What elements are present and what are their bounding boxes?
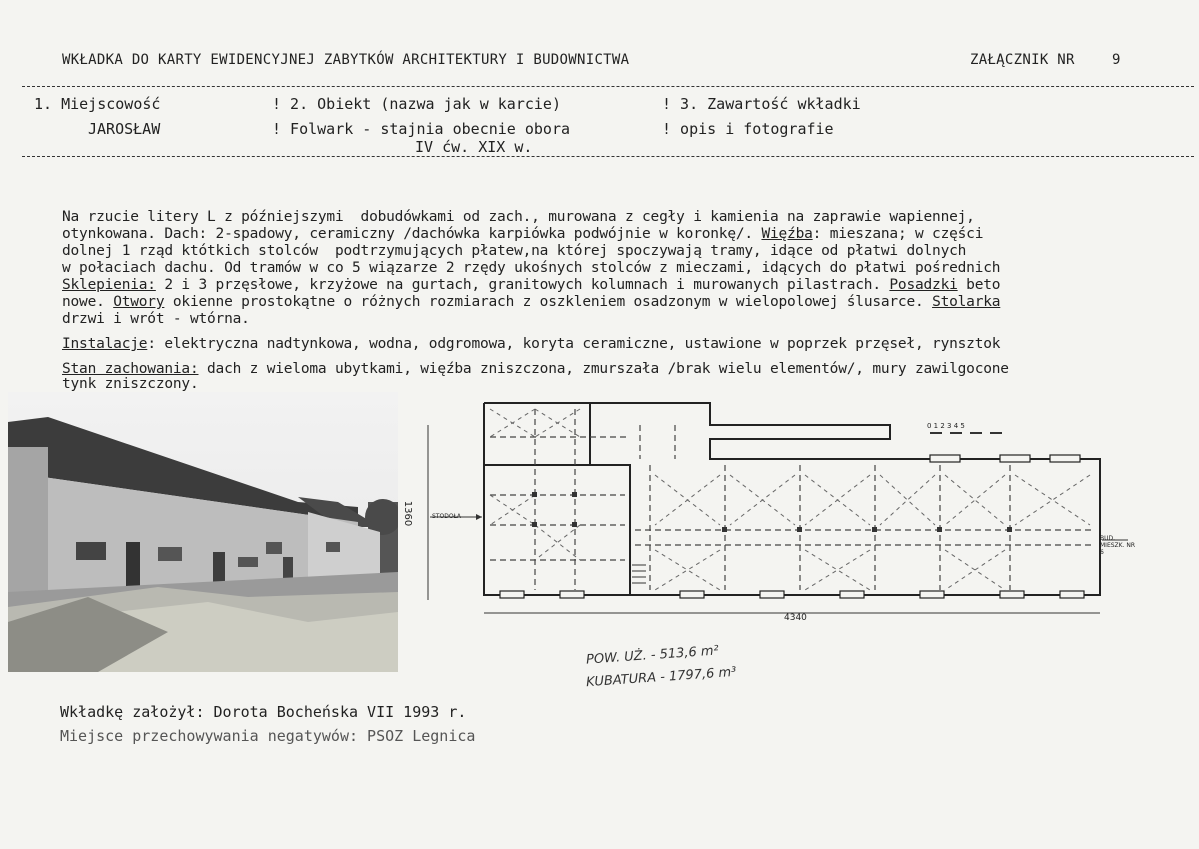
desc-line-5: Sklepienia: 2 i 3 przęsłowe, krzyżowe na gurtach, granitowych kolumnach i murowanych pilastrach. Posadzki beto <box>62 277 1001 293</box>
building-photo <box>8 392 398 672</box>
annex-number: 9 <box>1112 52 1121 68</box>
field-1-value: JAROSŁAW <box>88 120 161 138</box>
plan-height-dimension: 1360 <box>402 500 414 527</box>
plan-width-dimension: 4340 <box>784 613 807 623</box>
desc-line-1: Na rzucie litery L z późniejszymi dobudówkami od zach., murowana z cegły i kamienia na zaprawie wapiennej, <box>62 209 975 225</box>
condition-2: tynk zniszczony. <box>62 376 199 392</box>
condition: Stan zachowania: dach z wieloma ubytkami, więźba zniszczona, zmurszała /brak wielu elementów/, mury zawilgocone <box>62 361 1009 377</box>
document-title: WKŁADKA DO KARTY EWIDENCYJNEJ ZABYTKÓW ARCHITEKTURY I BUDOWNICTWA <box>62 52 630 68</box>
desc-line-7: drzwi i wrót - wtórna. <box>62 311 250 327</box>
field-3-value: ! opis i fotografie <box>662 120 834 138</box>
floor-plan <box>410 395 1130 635</box>
handwritten-area: POW. UŻ. - 513,6 m² <box>585 643 720 668</box>
field-1-label: 1. Miejscowość <box>34 95 161 113</box>
field-2-date: IV ćw. XIX w. <box>415 138 533 156</box>
handwritten-volume: KUBATURA - 1797,6 m³ <box>585 664 737 691</box>
storage-line: Miejsce przechowywania negatywów: PSOZ Legnica <box>60 727 476 745</box>
field-2-value: ! Folwark - stajnia obecnie obora <box>272 120 571 138</box>
desc-line-3: dolnej 1 rząd któtkich stolców podtrzymujących płatew,na której spoczywają tramy, idące od płatwi dolnych <box>62 243 967 259</box>
desc-line-6: nowe. Otwory okienne prostokątne o różnych rozmiarach z oszkleniem osadzonym w wielopolowej ślusarce. Stolarka <box>62 294 1001 310</box>
divider-bottom <box>22 156 1194 157</box>
author-line: Wkładkę założył: Dorota Bocheńska VII 1993 r. <box>60 703 467 721</box>
annex-label: ZAŁĄCZNIK NR <box>970 52 1075 68</box>
divider-top <box>22 86 1194 87</box>
desc-line-2: otynkowana. Dach: 2-spadowy, ceramiczny /dachówka karpiówka podwójnie w koronkę/. Więźba: mieszana; w części <box>62 226 984 242</box>
desc-line-4: w połaciach dachu. Od tramów w co 5 wiązarze 2 rzędy ukośnych stolców z mieczami, idących do płatwi pośrednich <box>62 260 1001 276</box>
installations: Instalacje: elektryczna nadtynkowa, wodna, odgromowa, koryta ceramiczne, ustawione w poprzek przęseł, rynsztok <box>62 336 1001 352</box>
field-2-label: ! 2. Obiekt (nazwa jak w karcie) <box>272 95 561 113</box>
plan-right-label: BUD. MIESZK. NR 6 <box>1100 535 1136 556</box>
plan-scale-bar: 0 1 2 3 4 5 <box>927 422 965 430</box>
field-3-label: ! 3. Zawartość wkładki <box>662 95 861 113</box>
plan-left-label: STODOŁA <box>432 513 462 520</box>
